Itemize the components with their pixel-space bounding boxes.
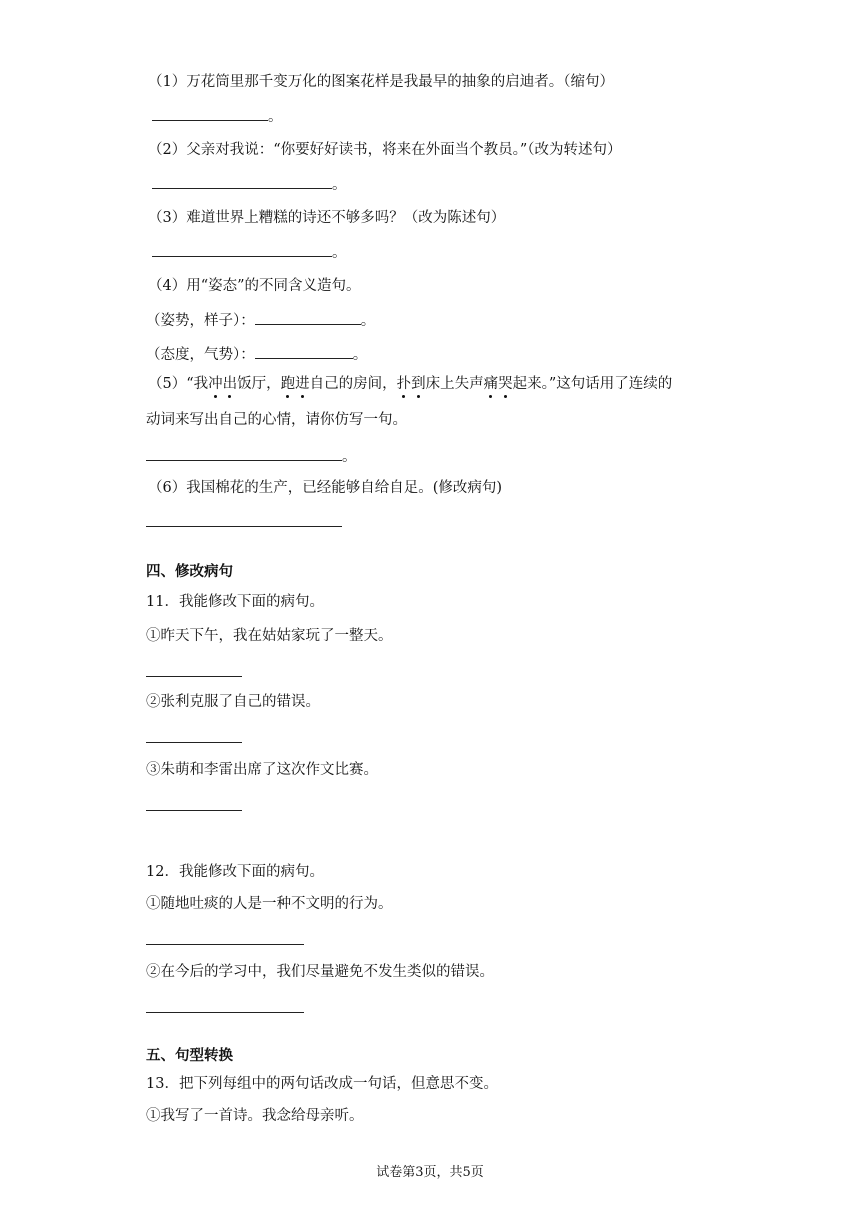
q13-item-1: ①我写了一首诗。我念给母亲听。 — [146, 1108, 364, 1124]
page-footer: 试卷第3页，共5页 — [376, 1165, 484, 1180]
answer-blank[interactable] — [146, 446, 342, 461]
q12-item-1: ①随地吐痰的人是一种不文明的行为。 — [146, 896, 393, 912]
q4-prompt: （4）用“姿态”的不同含义造句。 — [148, 278, 361, 294]
q2-prompt: （2）父亲对我说：“你要好好读书，将来在外面当个教员。”（改为转述句） — [148, 142, 622, 158]
dotted-verb: 跑 — [280, 376, 296, 392]
q11-item-2: ②张利克服了自己的错误。 — [146, 694, 320, 710]
answer-blank[interactable] — [152, 174, 332, 189]
q11-answer-2 — [146, 728, 242, 749]
q11-answer-1 — [146, 662, 242, 683]
q5-answer-line: 。 — [146, 446, 357, 467]
answer-blank[interactable] — [255, 310, 361, 325]
section-heading-4: 四、修改病句 — [146, 563, 233, 580]
answer-blank[interactable] — [146, 796, 242, 811]
q11-item-1: ①昨天下午，我在姑姑家玩了一整天。 — [146, 628, 393, 644]
q13-title: 13．把下列每组中的两句话改成一句话，但意思不变。 — [146, 1076, 498, 1092]
answer-blank[interactable] — [255, 344, 353, 359]
q6-prompt: （6）我国棉花的生产，已经能够自给自足。(修改病句) — [148, 480, 503, 496]
q11-item-3: ③朱萌和李雷出席了这次作文比赛。 — [146, 762, 378, 778]
q3-prompt: （3）难道世界上糟糕的诗还不够多吗？（改为陈述句） — [148, 210, 506, 226]
q3-answer-line: 。 — [152, 242, 347, 263]
dotted-verb: 出 — [222, 376, 238, 392]
q12-answer-2 — [146, 998, 304, 1019]
q12-title: 12．我能修改下面的病句。 — [146, 864, 324, 880]
dotted-verb: 痛 — [483, 376, 499, 392]
answer-blank[interactable] — [146, 930, 304, 945]
answer-blank[interactable] — [146, 512, 342, 527]
dotted-verb: 到 — [411, 376, 426, 392]
q1-prompt: （1）万花筒里那千变万化的图案花样是我最早的抽象的启迪者。（缩句） — [148, 74, 614, 90]
q12-item-2: ②在今后的学习中，我们尽量避免不发生类似的错误。 — [146, 964, 494, 980]
q2-answer-line: 。 — [152, 174, 347, 195]
q6-answer-line — [146, 512, 342, 533]
dotted-verb: 扑 — [396, 376, 412, 392]
q11-answer-3 — [146, 796, 242, 817]
q12-answer-1 — [146, 930, 304, 951]
q5-prompt-line2: 动词来写出自己的心情，请你仿写一句。 — [146, 412, 407, 428]
q5-prompt: （5）“我冲出饭厅，跑进自己的房间，扑到床上失声痛哭起来。”这句话用了连续的 — [148, 376, 673, 392]
q4-line-a: （姿势，样子）： 。 — [146, 310, 375, 331]
answer-blank[interactable] — [152, 106, 268, 121]
answer-blank[interactable] — [152, 242, 332, 257]
dotted-verb: 哭 — [498, 376, 513, 392]
section-heading-5: 五、句型转换 — [146, 1047, 233, 1064]
q1-answer-line: 。 — [152, 106, 283, 127]
dotted-verb: 冲 — [208, 376, 223, 392]
q4-line-b: （态度，气势）： 。 — [146, 344, 367, 365]
answer-blank[interactable] — [146, 998, 304, 1013]
q11-title: 11．我能修改下面的病句。 — [146, 594, 324, 610]
answer-blank[interactable] — [146, 662, 242, 677]
dotted-verb: 进 — [295, 376, 310, 392]
answer-blank[interactable] — [146, 728, 242, 743]
